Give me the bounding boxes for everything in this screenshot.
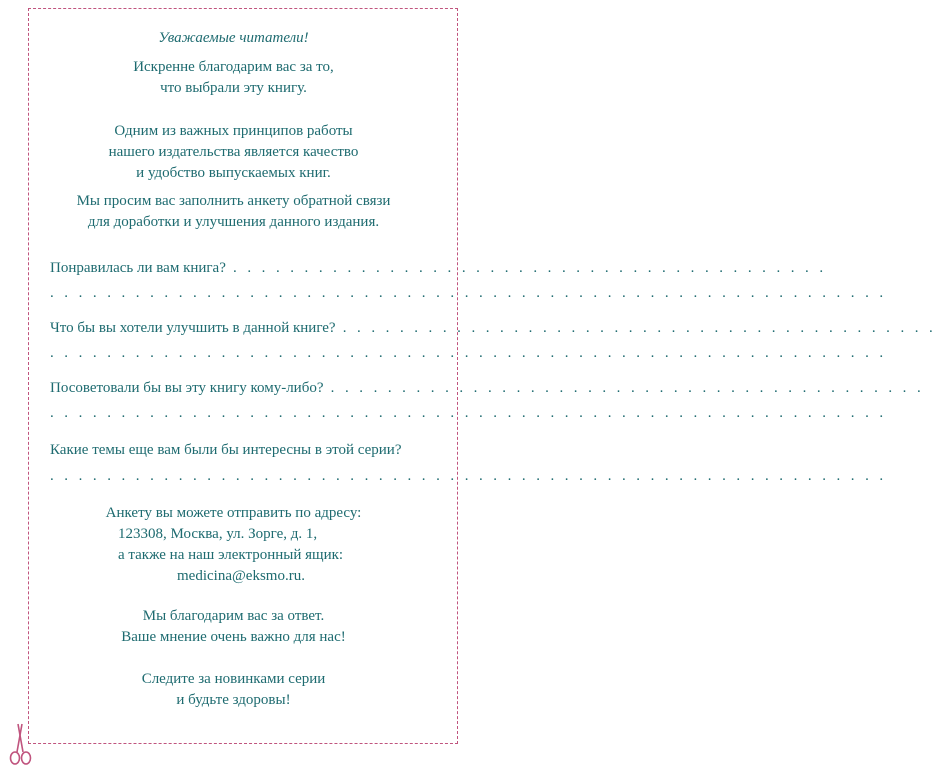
greeting-heading: Уважаемые читатели! [158, 30, 309, 46]
closing-line-1: Мы благодарим вас за ответ. [142, 608, 325, 624]
question-label-3: Посоветовали бы вы эту книгу кому-либо? [50, 380, 324, 396]
answer-dots: . . . . . . . . . . . . . . . . . . . . . . . . . . . . . . . . . . . . . . . . . . [225, 260, 827, 276]
principles-line-1: Одним из важных принципов работы [114, 123, 353, 139]
question-label-2: Что бы вы хотели улучшить в данной книге? [50, 320, 336, 336]
thanks-line-2: что выбрали эту книгу. [160, 80, 307, 96]
answer-line-1[interactable]: . . . . . . . . . . . . . . . . . . . . . . . . . . . . . . . . . . . . . . . . . . . . . . . . . . . . . . . . . . . [50, 285, 887, 301]
farewell-line-2: и будьте здоровы! [176, 692, 291, 708]
question-field-4[interactable] [50, 440, 446, 461]
question-label-1: Понравилась ли вам книга? [50, 260, 226, 276]
closing-line-2: Ваше мнение очень важно для нас! [121, 629, 346, 645]
address-line-1: Анкету вы можете отправить по адресу: [105, 505, 362, 521]
answer-line-2[interactable]: . . . . . . . . . . . . . . . . . . . . . . . . . . . . . . . . . . . . . . . . . . . . . . . . . . . . . . . . . . . [50, 345, 887, 361]
address-line-2: 123308, Москва, ул. Зорге, д. 1, [118, 526, 318, 542]
question-label-4: Какие темы еще вам были бы интересны в этой серии? [50, 442, 402, 458]
question-field-1[interactable] [50, 258, 827, 279]
farewell-line-1: Следите за новинками серии [141, 671, 326, 687]
principles-line-3: и удобство выпускаемых книг. [136, 165, 331, 181]
answer-line-4[interactable]: . . . . . . . . . . . . . . . . . . . . . . . . . . . . . . . . . . . . . . . . . . . . . . . . . . . . . . . . . . . [50, 468, 887, 484]
request-line-2: для доработки и улучшения данного издания. [87, 214, 380, 230]
email-link[interactable]: medicina@eksmo.ru. [177, 568, 305, 584]
question-field-3[interactable] [50, 378, 925, 399]
request-line-1: Мы просим вас заполнить анкету обратной связи [76, 193, 391, 209]
principles-line-2: нашего издательства является качество [108, 144, 359, 160]
address-line-3: а также на наш электронный ящик: [118, 547, 344, 563]
answer-dots: . . . . . . . . . . . . . . . . . . . . . . . . . . . . . . . . . . . . . . . . . . [323, 380, 925, 396]
answer-line-3[interactable]: . . . . . . . . . . . . . . . . . . . . . . . . . . . . . . . . . . . . . . . . . . . . . . . . . . . . . . . . . . . [50, 405, 887, 421]
thanks-line-1: Искренне благодарим вас за то, [133, 59, 334, 75]
scissors-icon [6, 722, 34, 768]
question-field-2[interactable] [50, 318, 936, 339]
answer-dots: . . . . . . . . . . . . . . . . . . . . . . . . . . . . . . . . . . . . . . . . . . [335, 320, 936, 336]
